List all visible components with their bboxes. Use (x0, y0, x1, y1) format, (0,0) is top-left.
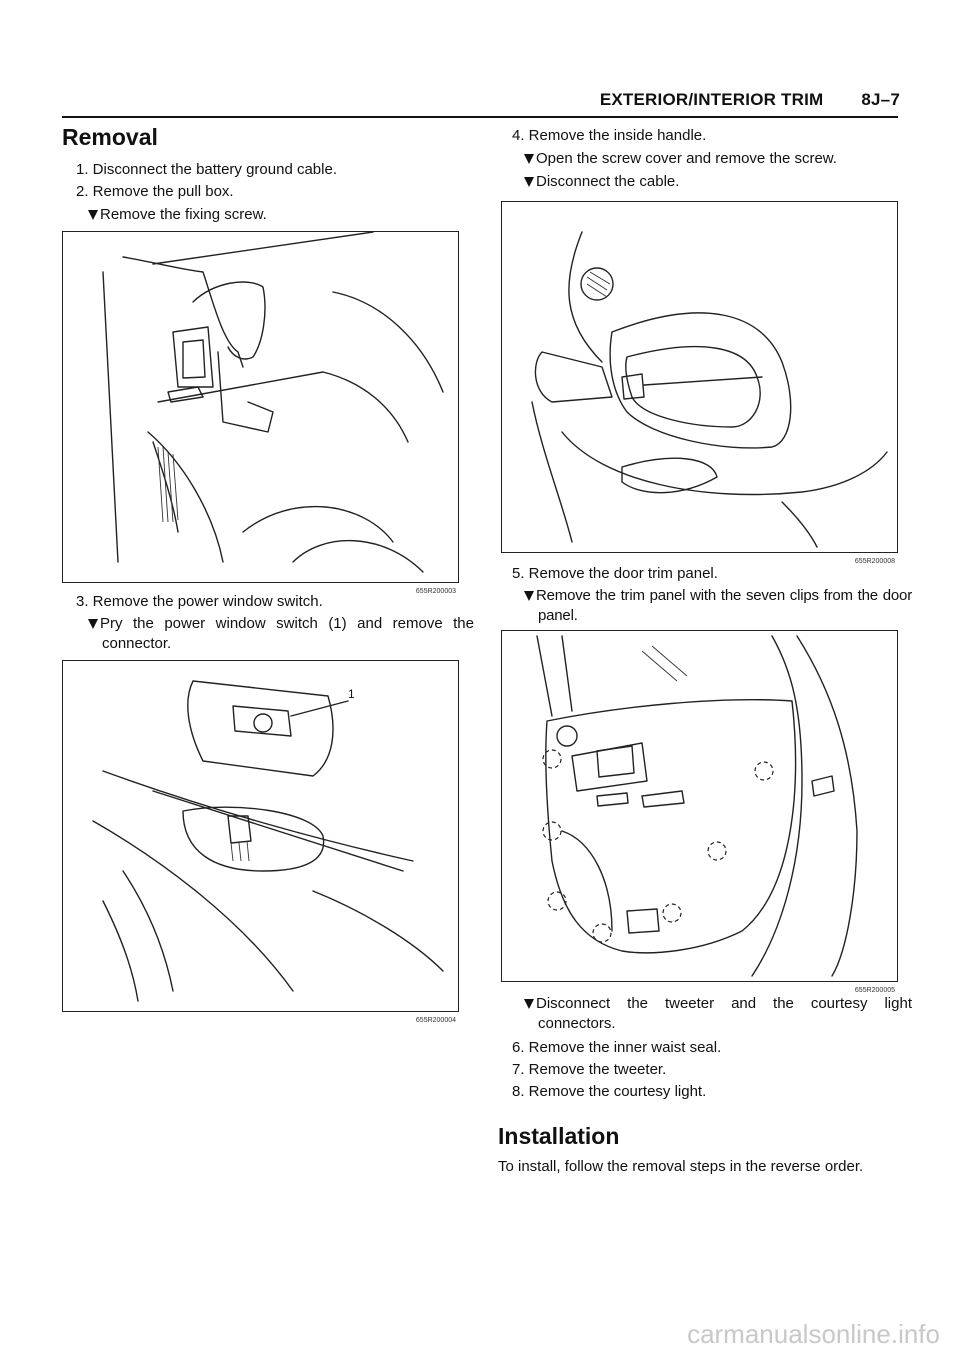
figure-code: 655R200004 (415, 1017, 456, 1024)
step-4-sub-a: Open the screw cover and remove the screw. (524, 149, 837, 169)
figure-inside-handle (501, 201, 898, 565)
bullet-icon (524, 177, 534, 187)
bullet-icon (524, 999, 534, 1009)
step-2-sub: Remove the fixing screw. (88, 205, 267, 225)
step-5: 5. Remove the door trim panel. (512, 565, 718, 582)
figure-pull-box (62, 231, 459, 595)
figure-door-trim-panel (501, 630, 898, 994)
bullet-icon (88, 210, 98, 220)
step-5-sub: Remove the trim panel with the seven clips from the door panel. (524, 586, 912, 626)
step-2: 2. Remove the pull box. (76, 183, 234, 200)
installation-heading: Installation (498, 1123, 620, 1149)
installation-text: To install, follow the removal steps in the reverse order. (498, 1158, 864, 1175)
watermark-url: carmanualsonline.info (687, 1319, 940, 1349)
step-5-sub-b: Disconnect the tweeter and the courtesy light connectors. (524, 994, 912, 1034)
page-header (560, 90, 900, 110)
step-1: 1. Disconnect the battery ground cable. (76, 161, 337, 178)
step-4-sub-b: Disconnect the cable. (524, 172, 679, 192)
step-4: 4. Remove the inside handle. (512, 127, 707, 144)
figure-power-window-switch (62, 660, 459, 1024)
step-3: 3. Remove the power window switch. (76, 593, 323, 610)
removal-heading: Removal (62, 124, 158, 150)
header-rule (62, 116, 898, 118)
figure-code: 655R200008 (854, 558, 895, 565)
step-8: 8. Remove the courtesy light. (512, 1083, 707, 1100)
bullet-icon (524, 154, 534, 164)
step-7: 7. Remove the tweeter. (512, 1061, 667, 1078)
page-number: 8J–7 (861, 90, 900, 109)
figure-code: 655R200003 (415, 588, 456, 595)
step-3-sub: Pry the power window switch (1) and remove the connector. (88, 614, 474, 654)
bullet-icon (88, 619, 98, 629)
step-6: 6. Remove the inner waist seal. (512, 1039, 722, 1056)
bullet-icon (524, 591, 534, 601)
figure-code: 655R200005 (854, 987, 895, 994)
section-title: EXTERIOR/INTERIOR TRIM (599, 90, 824, 109)
callout-number: 1 (348, 687, 355, 701)
